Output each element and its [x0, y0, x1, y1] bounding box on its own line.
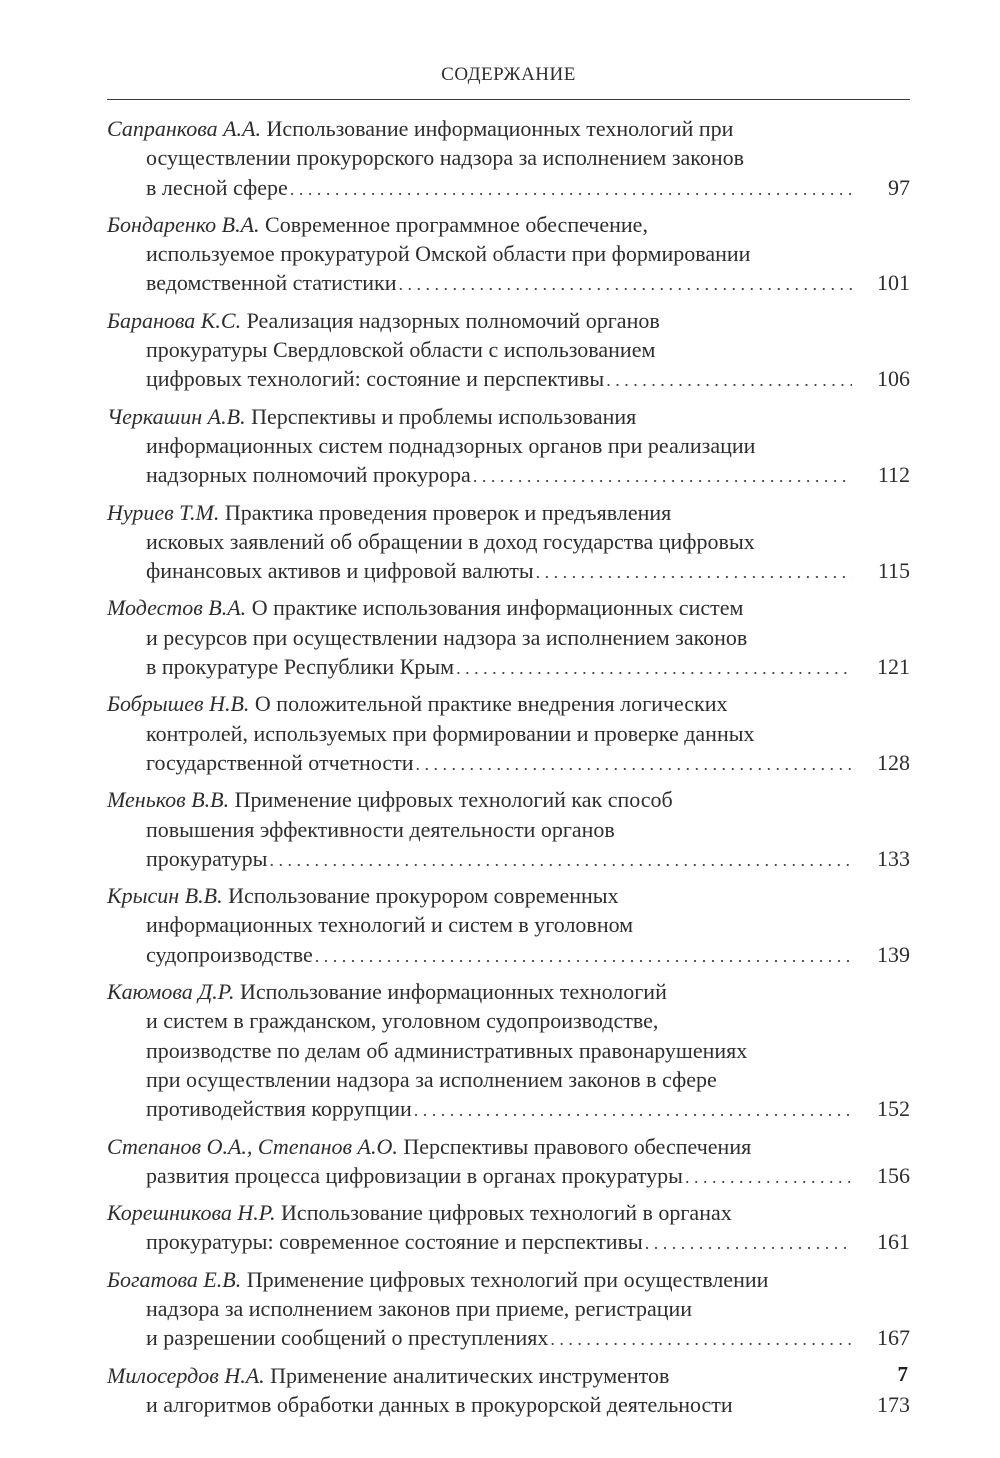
- toc-entry-title-text: и систем в гражданском, уголовном судопроизводстве,: [146, 1008, 659, 1034]
- toc-entry-first-line: [107, 785, 910, 814]
- toc-entry-line: [107, 815, 910, 844]
- toc-entry-first-line: [107, 1132, 910, 1161]
- toc-entry-title-text: Использование информационных технологий при: [266, 116, 734, 141]
- toc-entry-first-line: [107, 402, 910, 431]
- toc-entry-last-line: [107, 268, 910, 299]
- toc-entry-title-text: О практике использования информационных систем: [251, 595, 744, 621]
- toc-entry-author: Нуриев Т.М.: [107, 499, 220, 525]
- toc-entry-last-line: [107, 364, 910, 395]
- toc-entry-author: Крысин В.В.: [107, 883, 223, 909]
- dot-leader: [456, 654, 852, 683]
- toc-entry-author: Модестов В.А.: [107, 595, 247, 621]
- toc-entry-line: [107, 143, 910, 172]
- toc-entry-first-line: [107, 689, 910, 718]
- toc-entry-title-text: осуществлении прокурорского надзора за исполнением законов: [146, 145, 745, 171]
- toc-entry[interactable]: [107, 785, 910, 875]
- toc-entry-first-line: [107, 498, 910, 527]
- toc-entry-last-line: [107, 1390, 910, 1419]
- toc-entry-last-line: [107, 460, 910, 491]
- toc-entry-title-text: прокуратуры: [146, 845, 268, 871]
- dot-leader: [399, 270, 853, 299]
- toc-entry-first-line: [107, 1198, 910, 1227]
- toc-entry-title-text: надзорных полномочий прокурора: [146, 462, 471, 488]
- toc-entry-page-number: 106: [877, 366, 910, 392]
- toc-entry-page-number: 156: [877, 1162, 910, 1188]
- toc-entry-title-text: информационных систем поднадзорных органов при реализации: [146, 432, 756, 458]
- toc-entry-page-number: 121: [877, 654, 910, 680]
- toc-entry-author: Корешникова Н.Р.: [107, 1200, 276, 1226]
- toc-entry-line: [107, 335, 910, 364]
- toc-entry-title-text: государственной отчетности: [146, 749, 414, 775]
- toc-entry-title-text: ведомственной статистики: [146, 270, 397, 296]
- toc-entry-title-text: в лесной сфере: [146, 174, 288, 200]
- toc-entry-first-line: [107, 210, 910, 239]
- toc-entry-line: [107, 1036, 910, 1065]
- toc-entry-line: [107, 527, 910, 556]
- toc-entry-title-text: производстве по делам об административных правонарушениях: [146, 1037, 748, 1063]
- dot-leader: [606, 366, 852, 395]
- toc-entry-line: [107, 719, 910, 748]
- header-rule: [107, 99, 910, 100]
- toc-entry-title-text: Практика проведения проверок и предъявления: [224, 499, 672, 525]
- toc-entry-line: [107, 623, 910, 652]
- toc-entry-author: Милосердов Н.А.: [107, 1362, 265, 1388]
- toc-entry-author: Степанов О.А., Степанов А.О.: [107, 1133, 398, 1159]
- toc-entry-last-line: [107, 748, 910, 779]
- toc-entry-title-text: Применение аналитических инструментов: [270, 1362, 670, 1388]
- toc-entry-author: Бобрышев Н.В.: [107, 691, 250, 717]
- toc-entry-line: [107, 1006, 910, 1035]
- toc-entry-page-number: 139: [877, 941, 910, 967]
- toc-entry-title-text: О положительной практике внедрения логических: [254, 691, 728, 717]
- toc-entry-line: [107, 910, 910, 939]
- toc-entry-title-text: используемое прокуратурой Омской области при формировании: [146, 241, 751, 267]
- dot-leader: [290, 175, 852, 204]
- dot-leader: [550, 1325, 852, 1354]
- dot-leader: [473, 462, 852, 491]
- toc-entry-title-text: Использование цифровых технологий в органах: [281, 1200, 732, 1226]
- toc-entry-last-line: [107, 1161, 910, 1192]
- toc-entry[interactable]: [107, 114, 910, 204]
- toc-entry-title-text: противодействия коррупции: [146, 1096, 412, 1122]
- toc-entry[interactable]: [107, 1265, 910, 1355]
- toc-entry-page-number: 133: [877, 845, 910, 871]
- dot-leader: [315, 942, 852, 971]
- toc-entry[interactable]: [107, 498, 910, 588]
- toc-entry-title-text: при осуществлении надзора за исполнением законов в сфере: [146, 1066, 717, 1092]
- toc-entry-title-text: контролей, используемых при формировании и проверке данных: [146, 720, 755, 746]
- toc-entry-title-text: развития процесса цифровизации в органах прокуратуры: [146, 1162, 683, 1188]
- toc-entry[interactable]: [107, 881, 910, 971]
- toc-entry-last-line: [107, 556, 910, 587]
- dot-leader: [536, 558, 852, 587]
- toc-entry-line: [107, 1065, 910, 1094]
- toc-entry-page-number: 101: [877, 270, 910, 296]
- toc-entry[interactable]: [107, 689, 910, 779]
- toc-entry-line: [107, 239, 910, 268]
- page-number: 7: [897, 1362, 908, 1386]
- dot-leader: [416, 750, 852, 779]
- table-of-contents: [107, 114, 910, 1425]
- toc-entry-last-line: [107, 1323, 910, 1354]
- toc-entry-first-line: [107, 306, 910, 335]
- toc-entry-title-text: Использование прокурором современных: [228, 883, 619, 909]
- toc-entry-author: Меньков В.В.: [107, 787, 230, 813]
- toc-entry-last-line: [107, 844, 910, 875]
- toc-entry-title-text: информационных технологий и систем в уголовном: [146, 912, 634, 938]
- toc-entry-last-line: [107, 1094, 910, 1125]
- toc-entry-title-text: финансовых активов и цифровой валюты: [146, 558, 534, 584]
- toc-entry-line: [107, 431, 910, 460]
- toc-entry-author: Баранова К.С.: [107, 307, 242, 333]
- toc-entry-title-text: в прокуратуре Республики Крым: [146, 654, 455, 680]
- toc-entry-author: Сапранкова А.А.: [107, 116, 261, 141]
- toc-entry[interactable]: [107, 1198, 910, 1259]
- toc-entry-first-line: [107, 881, 910, 910]
- toc-entry-last-line: [107, 173, 910, 204]
- toc-entry-title-text: и разрешении сообщений о преступлениях: [146, 1325, 549, 1351]
- toc-entry-first-line: [107, 114, 910, 143]
- toc-entry-page-number: 161: [877, 1229, 910, 1255]
- toc-entry-page-number: 97: [888, 174, 910, 200]
- toc-entry[interactable]: [107, 306, 910, 396]
- toc-entry[interactable]: [107, 1132, 910, 1193]
- toc-entry[interactable]: [107, 402, 910, 492]
- toc-entry-title-text: Современное программное обеспечение,: [265, 211, 648, 237]
- toc-header-title: СОДЕРЖАНИЕ: [441, 64, 576, 85]
- toc-entry-title-text: цифровых технологий: состояние и перспективы: [146, 366, 605, 392]
- toc-entry-page-number: 115: [877, 558, 910, 584]
- toc-entry-page-number: 173: [877, 1391, 910, 1417]
- toc-entry-page-number: 128: [877, 749, 910, 775]
- toc-entry-title-text: Применение цифровых технологий как способ: [234, 787, 673, 813]
- toc-entry-first-line: [107, 1265, 910, 1294]
- dot-leader: [414, 1096, 852, 1125]
- toc-entry-author: Богатова Е.В.: [107, 1266, 242, 1292]
- dot-leader: [645, 1229, 852, 1258]
- toc-entry-title-text: исковых заявлений об обращении в доход государства цифровых: [146, 528, 755, 554]
- toc-entry-title-text: и ресурсов при осуществлении надзора за исполнением законов: [146, 624, 748, 650]
- toc-entry[interactable]: [107, 593, 910, 683]
- toc-entry[interactable]: [107, 210, 910, 300]
- toc-entry-title-text: Перспективы и проблемы использования: [251, 403, 637, 429]
- toc-entry-last-line: [107, 652, 910, 683]
- toc-entry-author: Каюмова Д.Р.: [107, 979, 235, 1005]
- toc-entry-author: Черкашин А.В.: [107, 403, 246, 429]
- toc-entry-line: [107, 1294, 910, 1323]
- toc-entry-first-line: [107, 977, 910, 1006]
- toc-entry-page-number: 167: [877, 1325, 910, 1351]
- toc-entry-first-line: [107, 1361, 910, 1390]
- toc-entry-page-number: 112: [877, 462, 910, 488]
- toc-entry-title-text: и алгоритмов обработки данных в прокурорской деятельности: [146, 1391, 733, 1417]
- toc-entry[interactable]: [107, 977, 910, 1125]
- toc-entry-title-text: Использование информационных технологий: [239, 979, 667, 1005]
- toc-entry-title-text: Применение цифровых технологий при осуществлении: [246, 1266, 769, 1292]
- toc-entry-title-text: Перспективы правового обеспечения: [403, 1133, 752, 1159]
- toc-entry-title-text: повышения эффективности деятельности органов: [146, 816, 615, 842]
- dot-leader: [685, 1163, 852, 1192]
- toc-entry-title-text: надзора за исполнением законов при приеме, регистрации: [146, 1295, 693, 1321]
- toc-entry-first-line: [107, 593, 910, 622]
- toc-entry[interactable]: [107, 1361, 910, 1420]
- toc-entry-last-line: [107, 1227, 910, 1258]
- toc-entry-title-text: Реализация надзорных полномочий органов: [246, 307, 660, 333]
- toc-entry-page-number: 152: [877, 1096, 910, 1122]
- toc-entry-title-text: судопроизводстве: [146, 941, 313, 967]
- toc-entry-author: Бондаренко В.А.: [107, 211, 260, 237]
- toc-entry-title-text: прокуратуры: современное состояние и перспективы: [146, 1229, 643, 1255]
- toc-entry-title-text: прокуратуры Свердловской области с использованием: [146, 337, 656, 363]
- dot-leader: [269, 846, 852, 875]
- toc-entry-last-line: [107, 940, 910, 971]
